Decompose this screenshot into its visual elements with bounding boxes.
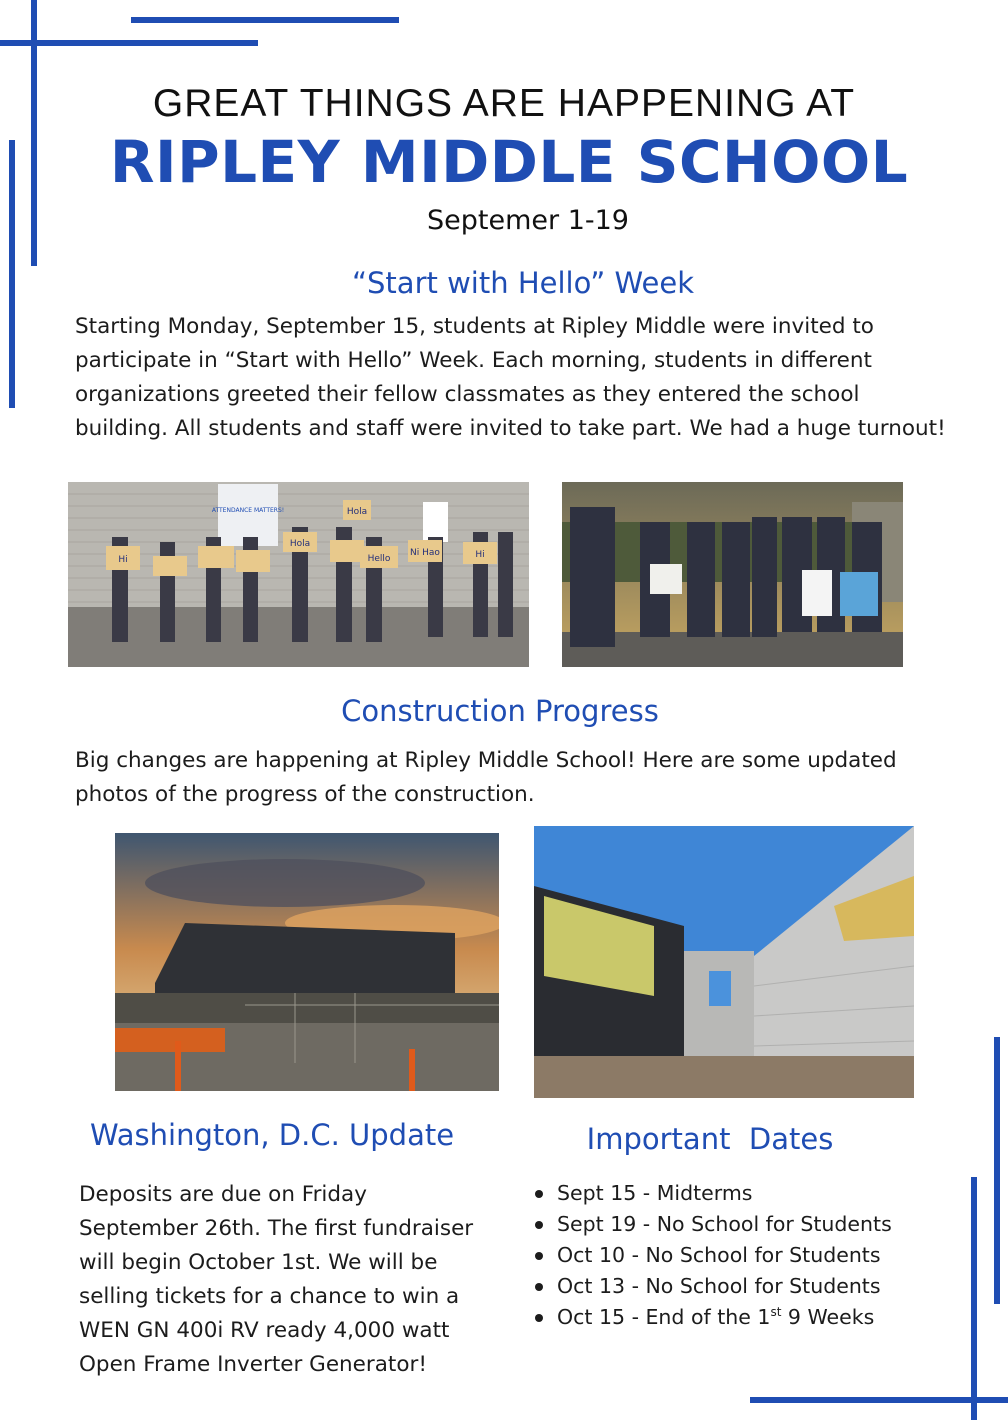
construction-photo-1 bbox=[115, 833, 499, 1091]
frame-line-right-2 bbox=[971, 1177, 977, 1420]
photo1-sign-6: Hi bbox=[475, 550, 485, 560]
frame-line-top-2 bbox=[0, 40, 258, 46]
important-dates-list bbox=[533, 1178, 953, 1333]
date-range: Septemer 1-19 bbox=[427, 205, 629, 236]
dc-update-body: Deposits are due on Friday September 26th. The first fundraiser will begin October 1st. We will be selling tickets for a chance to win a WEN GN 400i RV ready 4,000 watt Open Frame Inverter Generator! bbox=[79, 1182, 474, 1377]
date-item-4: Oct 13 - No School for Students bbox=[533, 1271, 953, 1302]
hello-week-body: Starting Monday, September 15, students at Ripley Middle were invited to participate in “Start with Hello” Week. Each morning, students in different organizations greeted their fellow classmates as they entered the school building. All students and staff were invited to take part. We had a huge turnout! bbox=[75, 314, 946, 441]
photo1-sign-2: Hola bbox=[289, 539, 311, 549]
construction-heading: Construction Progress bbox=[341, 694, 659, 728]
important-dates-heading: Important Dates bbox=[586, 1122, 834, 1156]
frame-line-right-1 bbox=[994, 1037, 1000, 1304]
photo1-banner-text: ATTENDANCE MATTERS! bbox=[211, 507, 285, 514]
dc-update-heading: Washington, D.C. Update bbox=[89, 1118, 455, 1152]
date-item-3: Oct 10 - No School for Students bbox=[533, 1240, 953, 1271]
date-item-1: Sept 15 - Midterms bbox=[533, 1178, 953, 1209]
hello-week-heading: “Start with Hello” Week bbox=[352, 266, 694, 300]
photo1-sign-4: Ni Hao bbox=[410, 548, 440, 558]
photo1-sign-3: Hello bbox=[367, 554, 391, 564]
photo1-sign-1: Hi bbox=[118, 555, 128, 565]
hello-week-photo-2 bbox=[562, 482, 903, 667]
construction-body: Big changes are happening at Ripley Middle School! Here are some updated photos of the progress of the construction. bbox=[75, 748, 897, 807]
school-title: RIPLEY MIDDLE SCHOOL bbox=[109, 128, 909, 196]
ordinal-suffix: st bbox=[770, 1305, 782, 1319]
date-item-5: Oct 15 - End of the 1st 9 Weeks bbox=[533, 1302, 953, 1333]
date-item-2: Sept 19 - No School for Students bbox=[533, 1209, 953, 1240]
frame-line-top-1 bbox=[131, 17, 399, 23]
frame-line-bottom bbox=[750, 1397, 1008, 1403]
hello-week-photo-1 bbox=[68, 482, 529, 667]
construction-photo-2 bbox=[534, 826, 914, 1098]
header-kicker: GREAT THINGS ARE HAPPENING AT bbox=[152, 82, 856, 125]
photo1-sign-5: Hola bbox=[346, 507, 368, 517]
